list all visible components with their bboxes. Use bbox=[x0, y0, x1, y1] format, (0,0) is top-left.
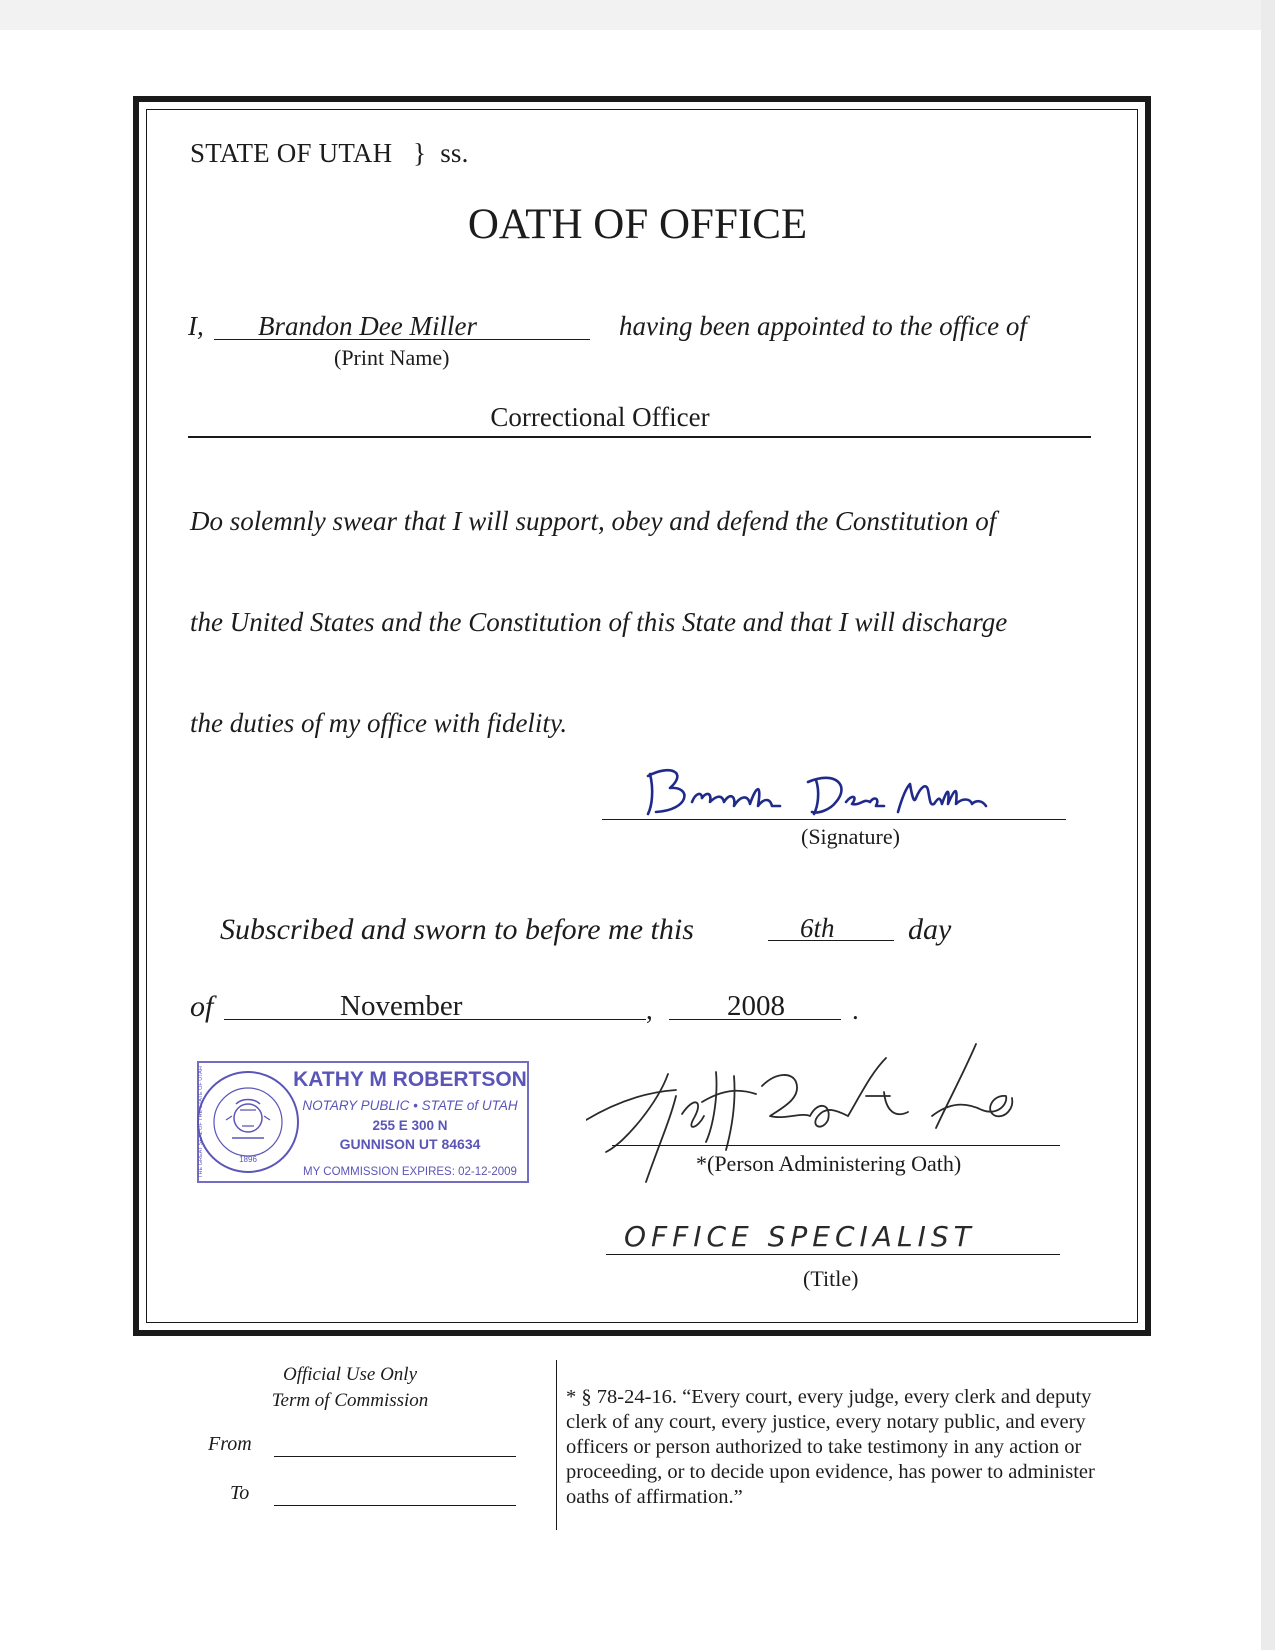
signature-line bbox=[602, 819, 1066, 820]
stamp-line-3: GUNNISON UT 84634 bbox=[339, 1136, 481, 1152]
stamp-line-2: 255 E 300 N bbox=[372, 1118, 448, 1133]
appointee-signature bbox=[640, 762, 1020, 822]
print-name-value[interactable]: Brandon Dee Miller bbox=[258, 311, 477, 341]
month-line bbox=[224, 1019, 646, 1020]
from-label: From bbox=[208, 1433, 252, 1455]
notary-caption: *(Person Administering Oath) bbox=[696, 1151, 962, 1176]
stamp-name: KATHY M ROBERTSON bbox=[293, 1068, 527, 1091]
document-title: OATH OF OFFICE bbox=[467, 201, 808, 248]
year-line bbox=[669, 1019, 841, 1020]
of-word: of bbox=[190, 990, 214, 1023]
print-name-caption: (Print Name) bbox=[334, 345, 450, 370]
to-field[interactable] bbox=[274, 1505, 516, 1506]
signature-caption: (Signature) bbox=[801, 824, 900, 849]
day-value[interactable]: 6th bbox=[800, 913, 835, 943]
state-brace: } bbox=[413, 138, 427, 168]
official-use-line-1: Official Use Only bbox=[282, 1364, 418, 1385]
month-value[interactable]: November bbox=[340, 990, 463, 1022]
title-caption: (Title) bbox=[803, 1266, 859, 1291]
office-value[interactable]: Correctional Officer bbox=[490, 402, 710, 432]
date-period: . bbox=[852, 995, 859, 1025]
office-line bbox=[188, 436, 1091, 438]
stamp-line-4: MY COMMISSION EXPIRES: 02-12-2009 bbox=[303, 1166, 517, 1178]
day-word: day bbox=[908, 913, 952, 946]
from-field[interactable] bbox=[274, 1456, 516, 1457]
date-comma: , bbox=[646, 995, 653, 1025]
state-header bbox=[190, 138, 469, 169]
seal-year: 1896 bbox=[239, 1155, 257, 1164]
scan-top-shade bbox=[0, 0, 1275, 30]
appointed-text: having been appointed to the office of bbox=[619, 311, 1027, 341]
oath-text-line-1: Do solemnly swear that I will support, obey and defend the Constitution of bbox=[190, 506, 997, 536]
stamp-line-1: NOTARY PUBLIC • STATE of UTAH bbox=[302, 1098, 518, 1113]
oath-text-line-2: the United States and the Constitution of this State and that I will discharge bbox=[190, 607, 1008, 637]
official-use-heading bbox=[250, 1362, 450, 1414]
official-use-line-2: Term of Commission bbox=[271, 1390, 429, 1411]
oath-prefix: I, bbox=[188, 311, 204, 341]
statute-note: * § 78-24-16. “Every court, every judge, every clerk and deputy clerk of any court, every justice, every notary public, and every officers or person authorized to take testimony in any action or proceeding, or to decide upon evidence, has power to administer oaths of affirmation.” bbox=[566, 1386, 1095, 1508]
notary-signature-line bbox=[612, 1145, 1060, 1146]
print-name-line bbox=[214, 339, 590, 340]
footer-divider bbox=[556, 1360, 557, 1530]
state-ss: ss. bbox=[440, 138, 469, 168]
state-name: STATE OF UTAH bbox=[190, 138, 393, 168]
year-value[interactable]: 2008 bbox=[727, 990, 785, 1022]
notary-stamp-graphic bbox=[196, 1058, 530, 1186]
day-line bbox=[768, 940, 894, 941]
seal-text: THE GREAT SEAL OF THE STATE OF UTAH bbox=[198, 1066, 204, 1178]
oath-text-line-3: the duties of my office with fidelity. bbox=[190, 708, 568, 738]
notary-stamp bbox=[196, 1058, 530, 1186]
to-label: To bbox=[230, 1482, 250, 1504]
subscribed-text: Subscribed and sworn to before me this bbox=[220, 913, 694, 946]
administrator-title-value[interactable]: OFFICE SPECIALIST bbox=[624, 1220, 976, 1253]
title-line bbox=[606, 1254, 1060, 1255]
